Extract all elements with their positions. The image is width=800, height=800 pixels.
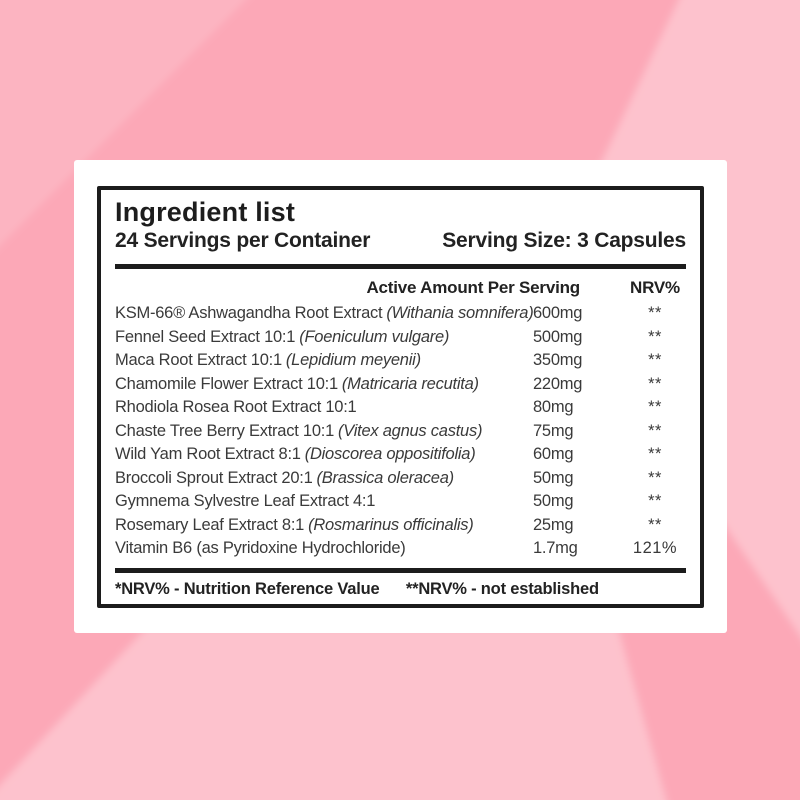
table-row (115, 537, 686, 561)
ingredient-name: Rhodiola Rosea Root Extract 10:1 (115, 398, 357, 416)
ingredient-name: KSM-66® Ashwagandha Root Extract (115, 304, 383, 322)
ingredient-name: Wild Yam Root Extract 8:1 (115, 445, 301, 463)
ingredient-name: Rosemary Leaf Extract 8:1 (115, 515, 305, 534)
divider-bottom (115, 568, 686, 573)
ingredient-latin-name: (Withania somnifera) (386, 304, 533, 322)
ingredient-name: Chaste Tree Berry Extract 10:1 (115, 421, 335, 440)
ingredient-latin-name: (Rosmarinus officinalis) (308, 515, 474, 534)
divider-top (115, 264, 686, 269)
ingredient-amount: 80mg (533, 398, 574, 416)
table-row (115, 326, 686, 350)
ingredient-name: Fennel Seed Extract 10:1 (115, 327, 296, 346)
table-row (115, 396, 686, 420)
ingredient-nrv: ** (648, 445, 662, 463)
footnote-nrv-reference: *NRV% - Nutrition Reference Value (115, 579, 380, 598)
ingredient-latin-name: (Brassica oleracea) (316, 468, 454, 487)
serving-info-row (115, 228, 686, 254)
table-row (115, 302, 686, 326)
amount-column-header: Active Amount Per Serving (366, 278, 580, 297)
table-row (115, 467, 686, 491)
ingredient-name: Broccoli Sprout Extract 20:1 (115, 468, 313, 487)
table-header-row (115, 278, 686, 297)
table-row (115, 490, 686, 514)
ingredient-amount: 60mg (533, 445, 574, 463)
ingredient-nrv: ** (648, 468, 662, 487)
nrv-column-header: NRV% (630, 278, 680, 297)
table-row (115, 373, 686, 397)
ingredient-nrv: ** (648, 327, 662, 346)
ingredient-nrv: ** (648, 421, 662, 440)
ingredient-latin-name: (Vitex agnus castus) (338, 421, 483, 440)
ingredient-name: Vitamin B6 (as Pyridoxine Hydrochloride) (115, 539, 406, 557)
table-row (115, 349, 686, 373)
ingredient-amount: 600mg (533, 304, 583, 322)
ingredient-name: Chamomile Flower Extract 10:1 (115, 374, 338, 393)
ingredient-nrv: ** (648, 398, 662, 416)
ingredient-name: Gymnema Sylvestre Leaf Extract 4:1 (115, 492, 376, 510)
page-title: Ingredient list (115, 197, 296, 227)
ingredient-amount: 50mg (533, 468, 574, 487)
table-row (115, 420, 686, 444)
table-row (115, 514, 686, 538)
ingredient-latin-name: (Lepidium meyenii) (285, 351, 421, 369)
ingredient-nrv: ** (648, 351, 662, 369)
serving-size: Serving Size: 3 Capsules (442, 229, 686, 252)
ingredient-amount: 350mg (533, 351, 583, 369)
table-row (115, 443, 686, 467)
label-card (74, 160, 727, 633)
footnotes (115, 579, 686, 599)
ingredient-amount: 220mg (533, 374, 583, 393)
ingredient-nrv: 121% (632, 539, 678, 557)
ingredient-panel (97, 186, 704, 608)
ingredient-table (115, 302, 686, 561)
ingredient-amount: 50mg (533, 492, 574, 510)
ingredient-nrv: ** (648, 492, 662, 510)
ingredient-latin-name: (Foeniculum vulgare) (299, 327, 450, 346)
ingredient-nrv: ** (648, 304, 662, 322)
ingredient-amount: 75mg (533, 421, 574, 440)
ingredient-name: Maca Root Extract 10:1 (115, 351, 282, 369)
ingredient-nrv: ** (648, 374, 662, 393)
footnote-nrv-not-established: **NRV% - not established (405, 579, 599, 598)
ingredient-amount: 500mg (533, 327, 583, 346)
ingredient-latin-name: (Dioscorea oppositifolia) (304, 445, 476, 463)
servings-per-container: 24 Servings per Container (115, 229, 371, 252)
ingredient-latin-name: (Matricaria recutita) (341, 374, 479, 393)
ingredient-nrv: ** (648, 515, 662, 534)
ingredient-amount: 25mg (533, 515, 574, 534)
ingredient-amount: 1.7mg (533, 539, 578, 557)
